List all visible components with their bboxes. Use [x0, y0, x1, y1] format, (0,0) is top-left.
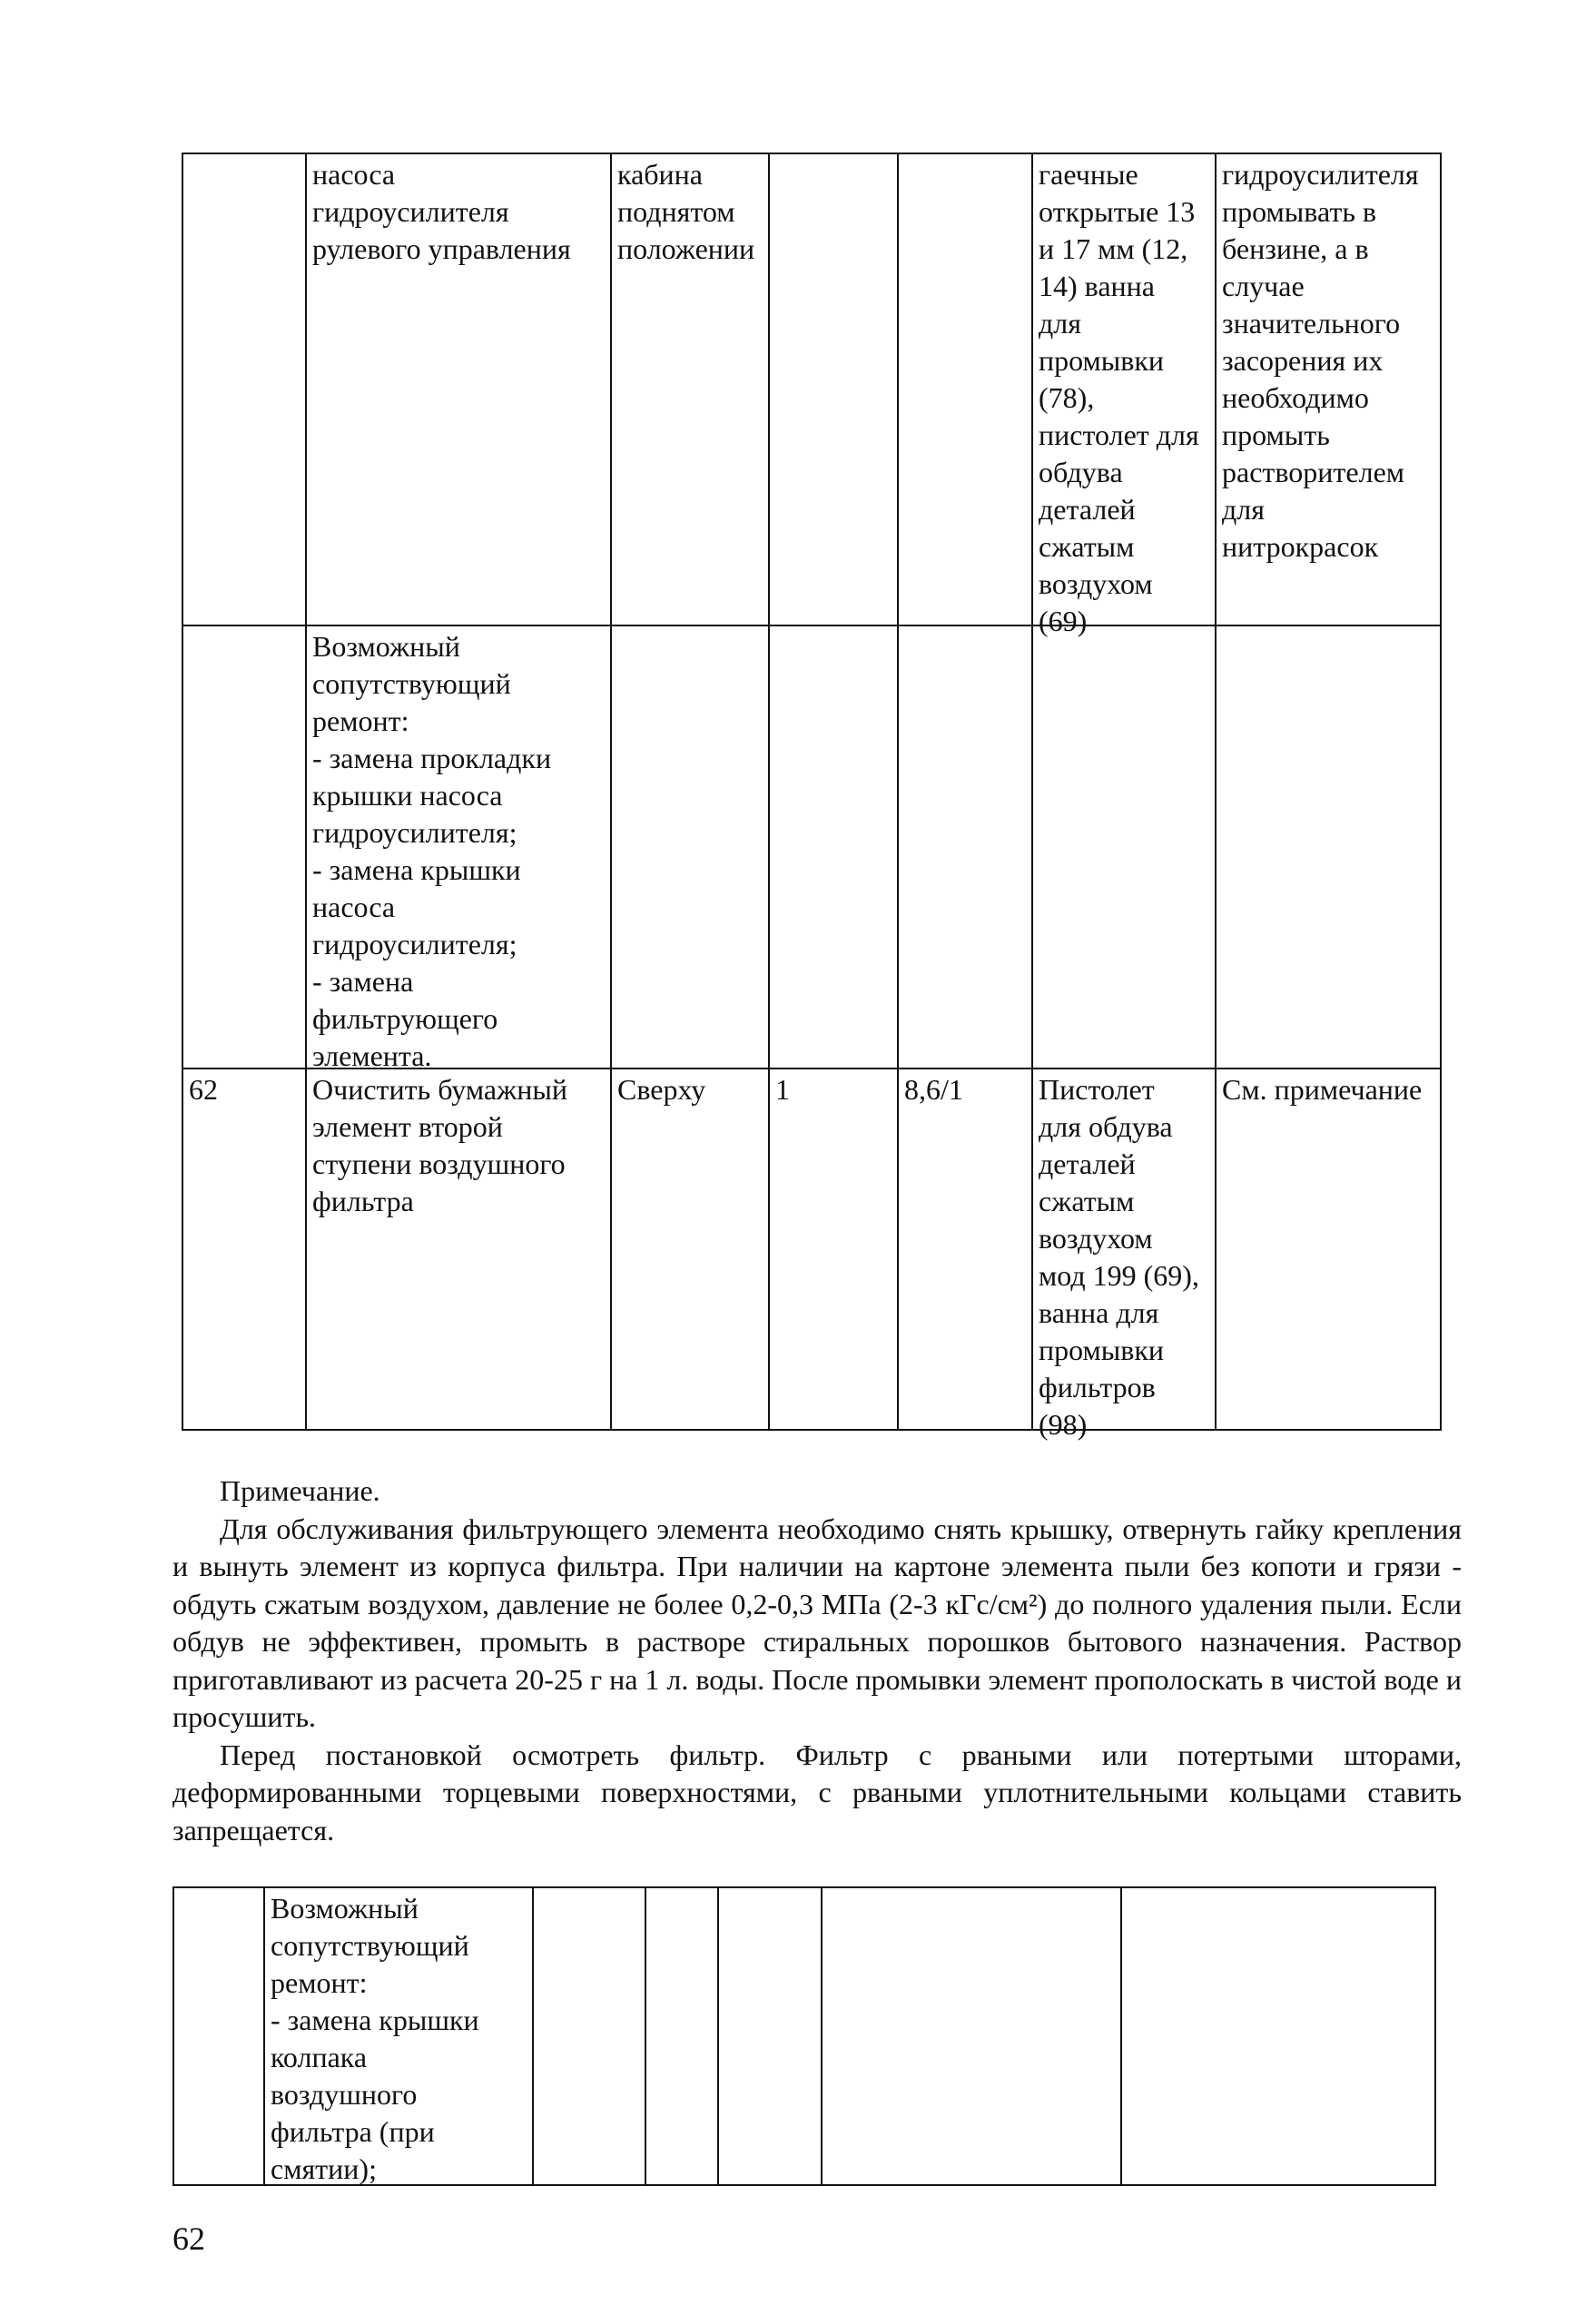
note-section [172, 1472, 1462, 1849]
row-c-tools: Пистолет для обдува деталей сжатым воздухом мод 199 (69), ванна для промывки фильтров (98) [1039, 1073, 1199, 1441]
table2-row-a-operation: Возможный сопутствующий ремонт: - замена крышки колпака воздушного фильтра (при смятии); [271, 1892, 479, 2185]
row-c-time: 8,6/1 [904, 1073, 963, 1106]
note-paragraph-1: Для обслуживания фильтрующего элемента необходимо снять крышку, отвернуть гайку крепления и вынуть элемент из корпуса фильтра. При наличии на картоне элемента пыли без копоти и грязи - обдуть сжатым воздухом, давление не более 0,2-0,3 МПа (2-3 кГс/см²) до полного удаления пыли. Если обдув не эффективен, промыть в растворе стиральных порошков бытового назначения. Раствор приготавливают из расчета 20-25 г на 1 л. воды. После промывки элемент прополоскать в чистой воде и просушить. [172, 1512, 1462, 1733]
row-c-count: 1 [775, 1073, 790, 1106]
row-c-operation: Очистить бумажный элемент второй ступени воздушного фильтра [312, 1073, 567, 1217]
row-a-operation: насоса гидроусилителя рулевого управления [312, 158, 571, 265]
row-c-notes: См. примечание [1222, 1073, 1423, 1106]
note-title: Примечание. [220, 1474, 380, 1507]
row-a-tools: гаечные открытые 13 и 17 мм (12, 14) ванна для промывки (78), пистолет для обдува деталей сжатым воздухом (69) [1039, 158, 1199, 637]
page-number: 62 [172, 2221, 205, 2257]
note-paragraph-2: Перед постановкой осмотреть фильтр. Фильтр с рваными или потертыми шторами, деформированными торцевыми поверхностями, с рваными уплотнительными кольцами ставить запрещается. [172, 1738, 1462, 1846]
row-b-operation: Возможный сопутствующий ремонт: - замена прокладки крышки насоса гидроусилителя; - замена крышки насоса гидроусилителя; - замена фильтрующего элемента. [312, 630, 552, 1072]
row-a-notes: гидроусилителя промывать в бензине, а в случае значительного засорения их необходимо промыть растворителем для нитрокрасок [1222, 158, 1419, 563]
row-c-number: 62 [189, 1073, 218, 1106]
row-c-access: Сверху [617, 1073, 706, 1106]
row-a-access: кабина поднятом положении [617, 158, 755, 265]
